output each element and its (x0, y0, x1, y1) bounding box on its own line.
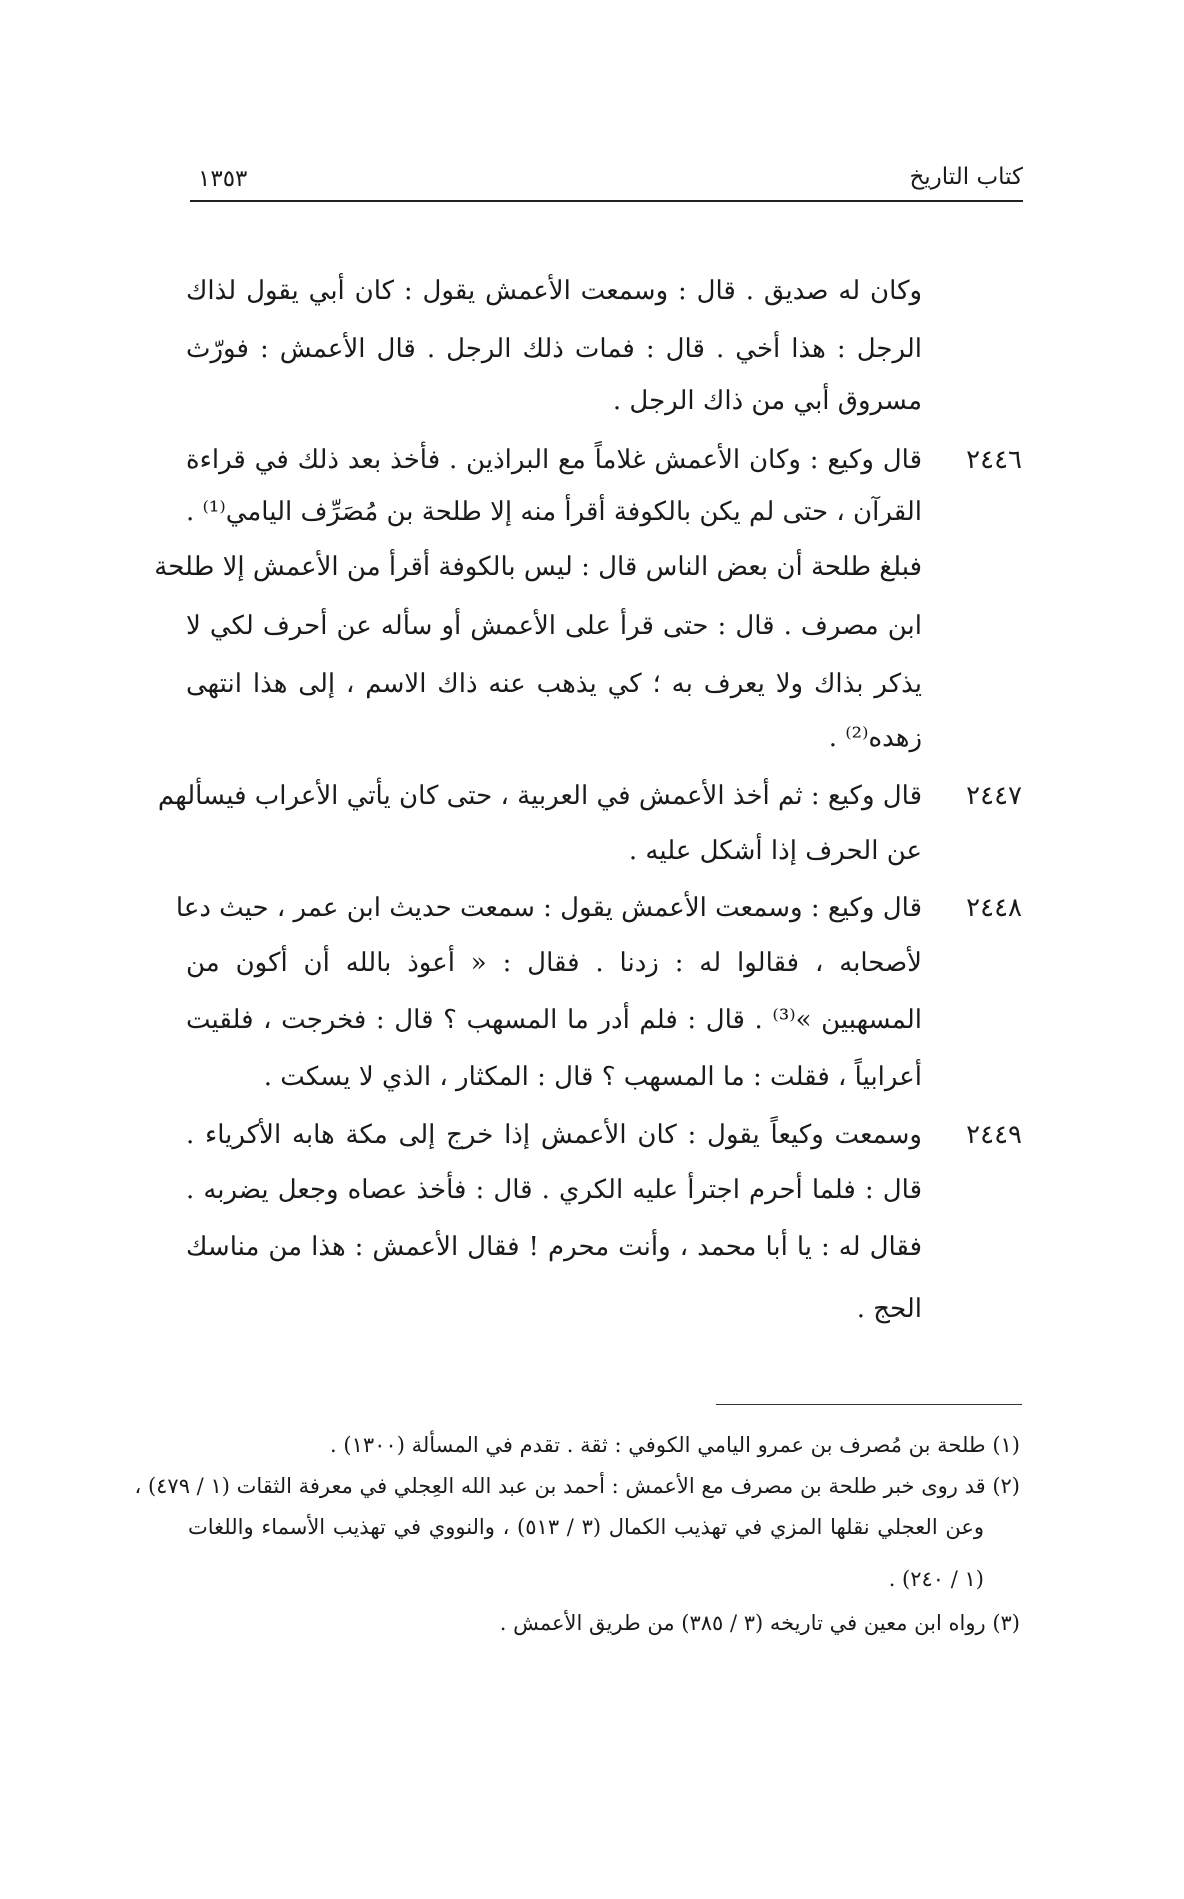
text-line: لأصحابه ، فقالوا له : زدنا . فقال : « أعوذ بالله أن أكون من (186, 948, 922, 978)
text-line: مسروق أبي من ذاك الرجل . (612, 386, 922, 416)
running-header (190, 164, 1023, 202)
text-line: ابن مصرف . قال : حتى قرأ على الأعمش أو سأله عن أحرف لكي لا (186, 611, 922, 641)
entry-number: ٢٤٤٦ (966, 445, 1022, 475)
entry-number: ٢٤٤٨ (966, 893, 1022, 923)
footnote-line: (١) طلحة بن مُصرف بن عمرو اليامي الكوفي : ثقة . تقدم في المسألة (١٣٠٠) . (330, 1433, 1020, 1457)
text-line: وسمعت وكيعاً يقول : كان الأعمش إذا خرج إلى مكة هابه الأكرياء . (186, 1120, 922, 1150)
text-line: فبلغ طلحة أن بعض الناس قال : ليس بالكوفة أقرأ من الأعمش إلا طلحة (154, 552, 922, 582)
footnote-line: (٣) رواه ابن معين في تاريخه (٣ / ٣٨٥) من طريق الأعمش . (499, 1611, 1020, 1635)
entry-number: ٢٤٤٧ (966, 781, 1022, 811)
footnote-line: (١ / ٢٤٠) . (888, 1567, 984, 1591)
text-line: قال وكيع : وسمعت الأعمش يقول : سمعت حديث ابن عمر ، حيث دعا (175, 893, 922, 923)
text-line: الرجل : هذا أخي . قال : فمات ذلك الرجل . قال الأعمش : فورّث (186, 334, 922, 364)
text-line: المسهبين »⁽³⁾ . قال : فلم أدر ما المسهب ؟ قال : فخرجت ، فلقيت (186, 1005, 922, 1035)
footnote-line: وعن العجلي نقلها المزي في تهذيب الكمال (٣ / ٥١٣) ، والنووي في تهذيب الأسماء واللغات (188, 1515, 984, 1539)
footnote-line: (٢) قد روى خبر طلحة بن مصرف مع الأعمش : أحمد بن عبد الله العِجلي في معرفة الثقات (١ / ٤٧٩) ، (134, 1474, 1020, 1498)
text-line: زهده⁽²⁾ . (828, 723, 922, 753)
text-line: القرآن ، حتى لم يكن بالكوفة أقرأ منه إلا طلحة بن مُصَرِّف اليامي⁽¹⁾ . (185, 497, 922, 527)
text-line: قال وكيع : ثم أخذ الأعمش في العربية ، حتى كان يأتي الأعراب فيسألهم (157, 781, 922, 811)
text-line: يذكر بذاك ولا يعرف به ؛ كي يذهب عنه ذاك الاسم ، إلى هذا انتهى (186, 669, 922, 699)
text-line: قال : فلما أحرم اجترأ عليه الكري . قال : فأخذ عصاه وجعل يضربه . (186, 1175, 922, 1205)
text-line: أعرابياً ، فقلت : ما المسهب ؟ قال : المكثار ، الذي لا يسكت . (263, 1062, 922, 1092)
page-number: ١٣٥٣ (198, 166, 248, 192)
footnote-separator (716, 1404, 1022, 1405)
book-title: كتاب التاريخ (909, 164, 1023, 190)
text-line: قال وكيع : وكان الأعمش غلاماً مع البراذين . فأخذ بعد ذلك في قراءة (186, 445, 922, 475)
text-line: وكان له صديق . قال : وسمعت الأعمش يقول : كان أبي يقول لذاك (186, 276, 922, 306)
text-line: عن الحرف إذا أشكل عليه . (628, 836, 922, 866)
text-line: الحج . (856, 1294, 922, 1324)
text-line: فقال له : يا أبا محمد ، وأنت محرم ! فقال الأعمش : هذا من مناسك (186, 1232, 922, 1262)
entry-number: ٢٤٤٩ (966, 1120, 1022, 1150)
